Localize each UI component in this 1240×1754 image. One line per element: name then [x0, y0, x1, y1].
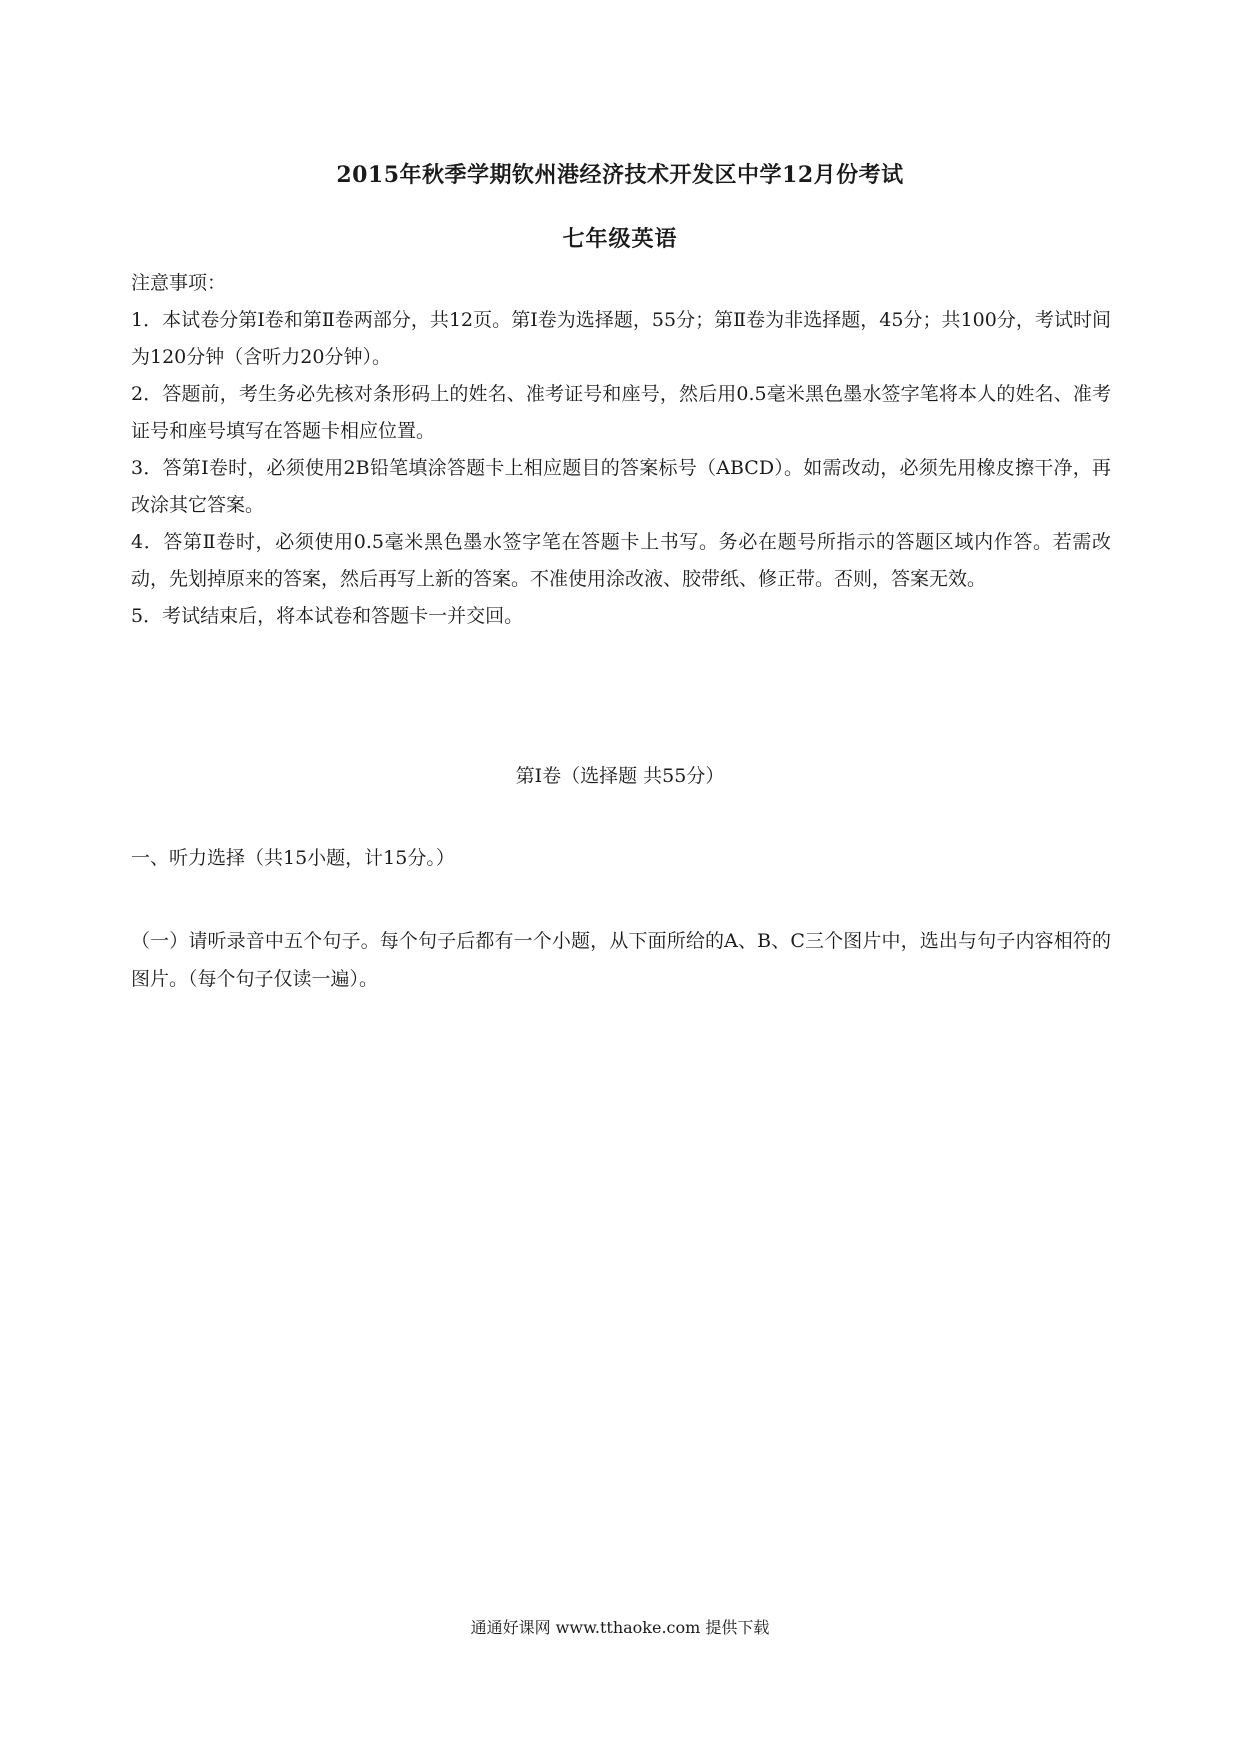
- section-title: 第Ⅰ卷（选择题 共55分）: [515, 765, 725, 787]
- footer-credit: 通通好课网 www.tthaoke.com 提供下载: [470, 1618, 770, 1637]
- notes-item: 3．答第Ⅰ卷时，必须使用2B铅笔填涂答题卡上相应题目的答案标号（ABCD）。如需改动，必须先用橡皮擦干净，再改涂其它答案。: [131, 457, 1111, 516]
- notes-item: 1．本试卷分第Ⅰ卷和第Ⅱ卷两部分，共12页。第Ⅰ卷为选择题，55分；第Ⅱ卷为非选择题，45分；共100分，考试时间为120分钟（含听力20分钟）。: [131, 309, 1111, 368]
- notes-section: [131, 265, 1111, 635]
- notes-heading: 注意事项：: [131, 272, 227, 294]
- notes-item: 4．答第Ⅱ卷时，必须使用0.5毫米黑色墨水签字笔在答题卡上书写。务必在题号所指示的答题区域内作答。若需改动，先划掉原来的答案，然后再写上新的答案。不准使用涂改液、胶带纸、修正带。否则，答案无效。: [131, 531, 1111, 590]
- notes-item: 2．答题前，考生务必先核对条形码上的姓名、准考证号和座号，然后用0.5毫米黑色墨水签字笔将本人的姓名、准考证号和座号填写在答题卡相应位置。: [131, 383, 1111, 442]
- part-heading: 一、听力选择（共15小题，计15分。）: [131, 847, 455, 869]
- listening-instruction: （一）请听录音中五个句子。每个句子后都有一个小题，从下面所给的A、B、C三个图片中，选出与句子内容相符的图片。（每个句子仅读一遍）。: [131, 930, 1111, 990]
- exam-subject: 七年级英语: [562, 226, 678, 252]
- notes-item: 5．考试结束后，将本试卷和答题卡一并交回。: [131, 605, 524, 627]
- exam-title: 2015年秋季学期钦州港经济技术开发区中学12月份考试: [336, 162, 904, 188]
